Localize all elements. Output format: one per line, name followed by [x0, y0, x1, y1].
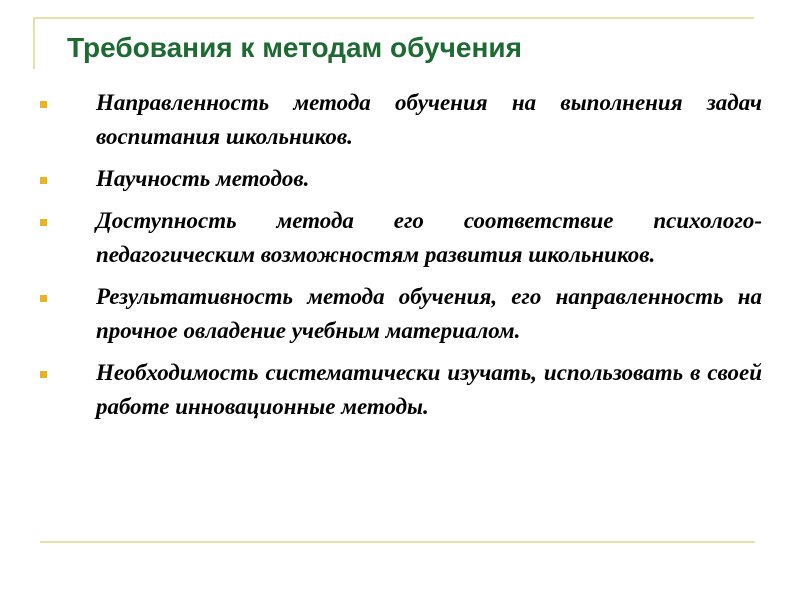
list-item — [40, 280, 762, 348]
bullet-text: Необходимость систематически изучать, использовать в своей работе инновационные методы. — [96, 360, 762, 419]
top-rule — [34, 17, 754, 19]
list-item — [40, 86, 762, 154]
square-bullet-icon — [40, 177, 47, 184]
list-item — [40, 356, 762, 424]
list-item — [40, 204, 762, 272]
square-bullet-icon — [40, 219, 47, 226]
square-bullet-icon — [40, 371, 47, 378]
bottom-rule — [40, 541, 755, 543]
slide-title: Требования к методам обучения — [67, 32, 522, 63]
bullet-text: Направленность метода обучения на выполнения задач воспитания школьников. — [96, 90, 762, 149]
square-bullet-icon — [40, 101, 47, 108]
square-bullet-icon — [40, 295, 47, 302]
bullet-list — [40, 86, 762, 432]
list-item — [40, 162, 762, 196]
left-rule — [33, 17, 35, 69]
bullet-text: Результативность метода обучения, его направленность на прочное овладение учебным материалом. — [96, 284, 762, 343]
bullet-text: Доступность метода его соответствие психолого-педагогическим возможностям развития школьников. — [96, 208, 762, 267]
bullet-text: Научность методов. — [96, 166, 310, 191]
